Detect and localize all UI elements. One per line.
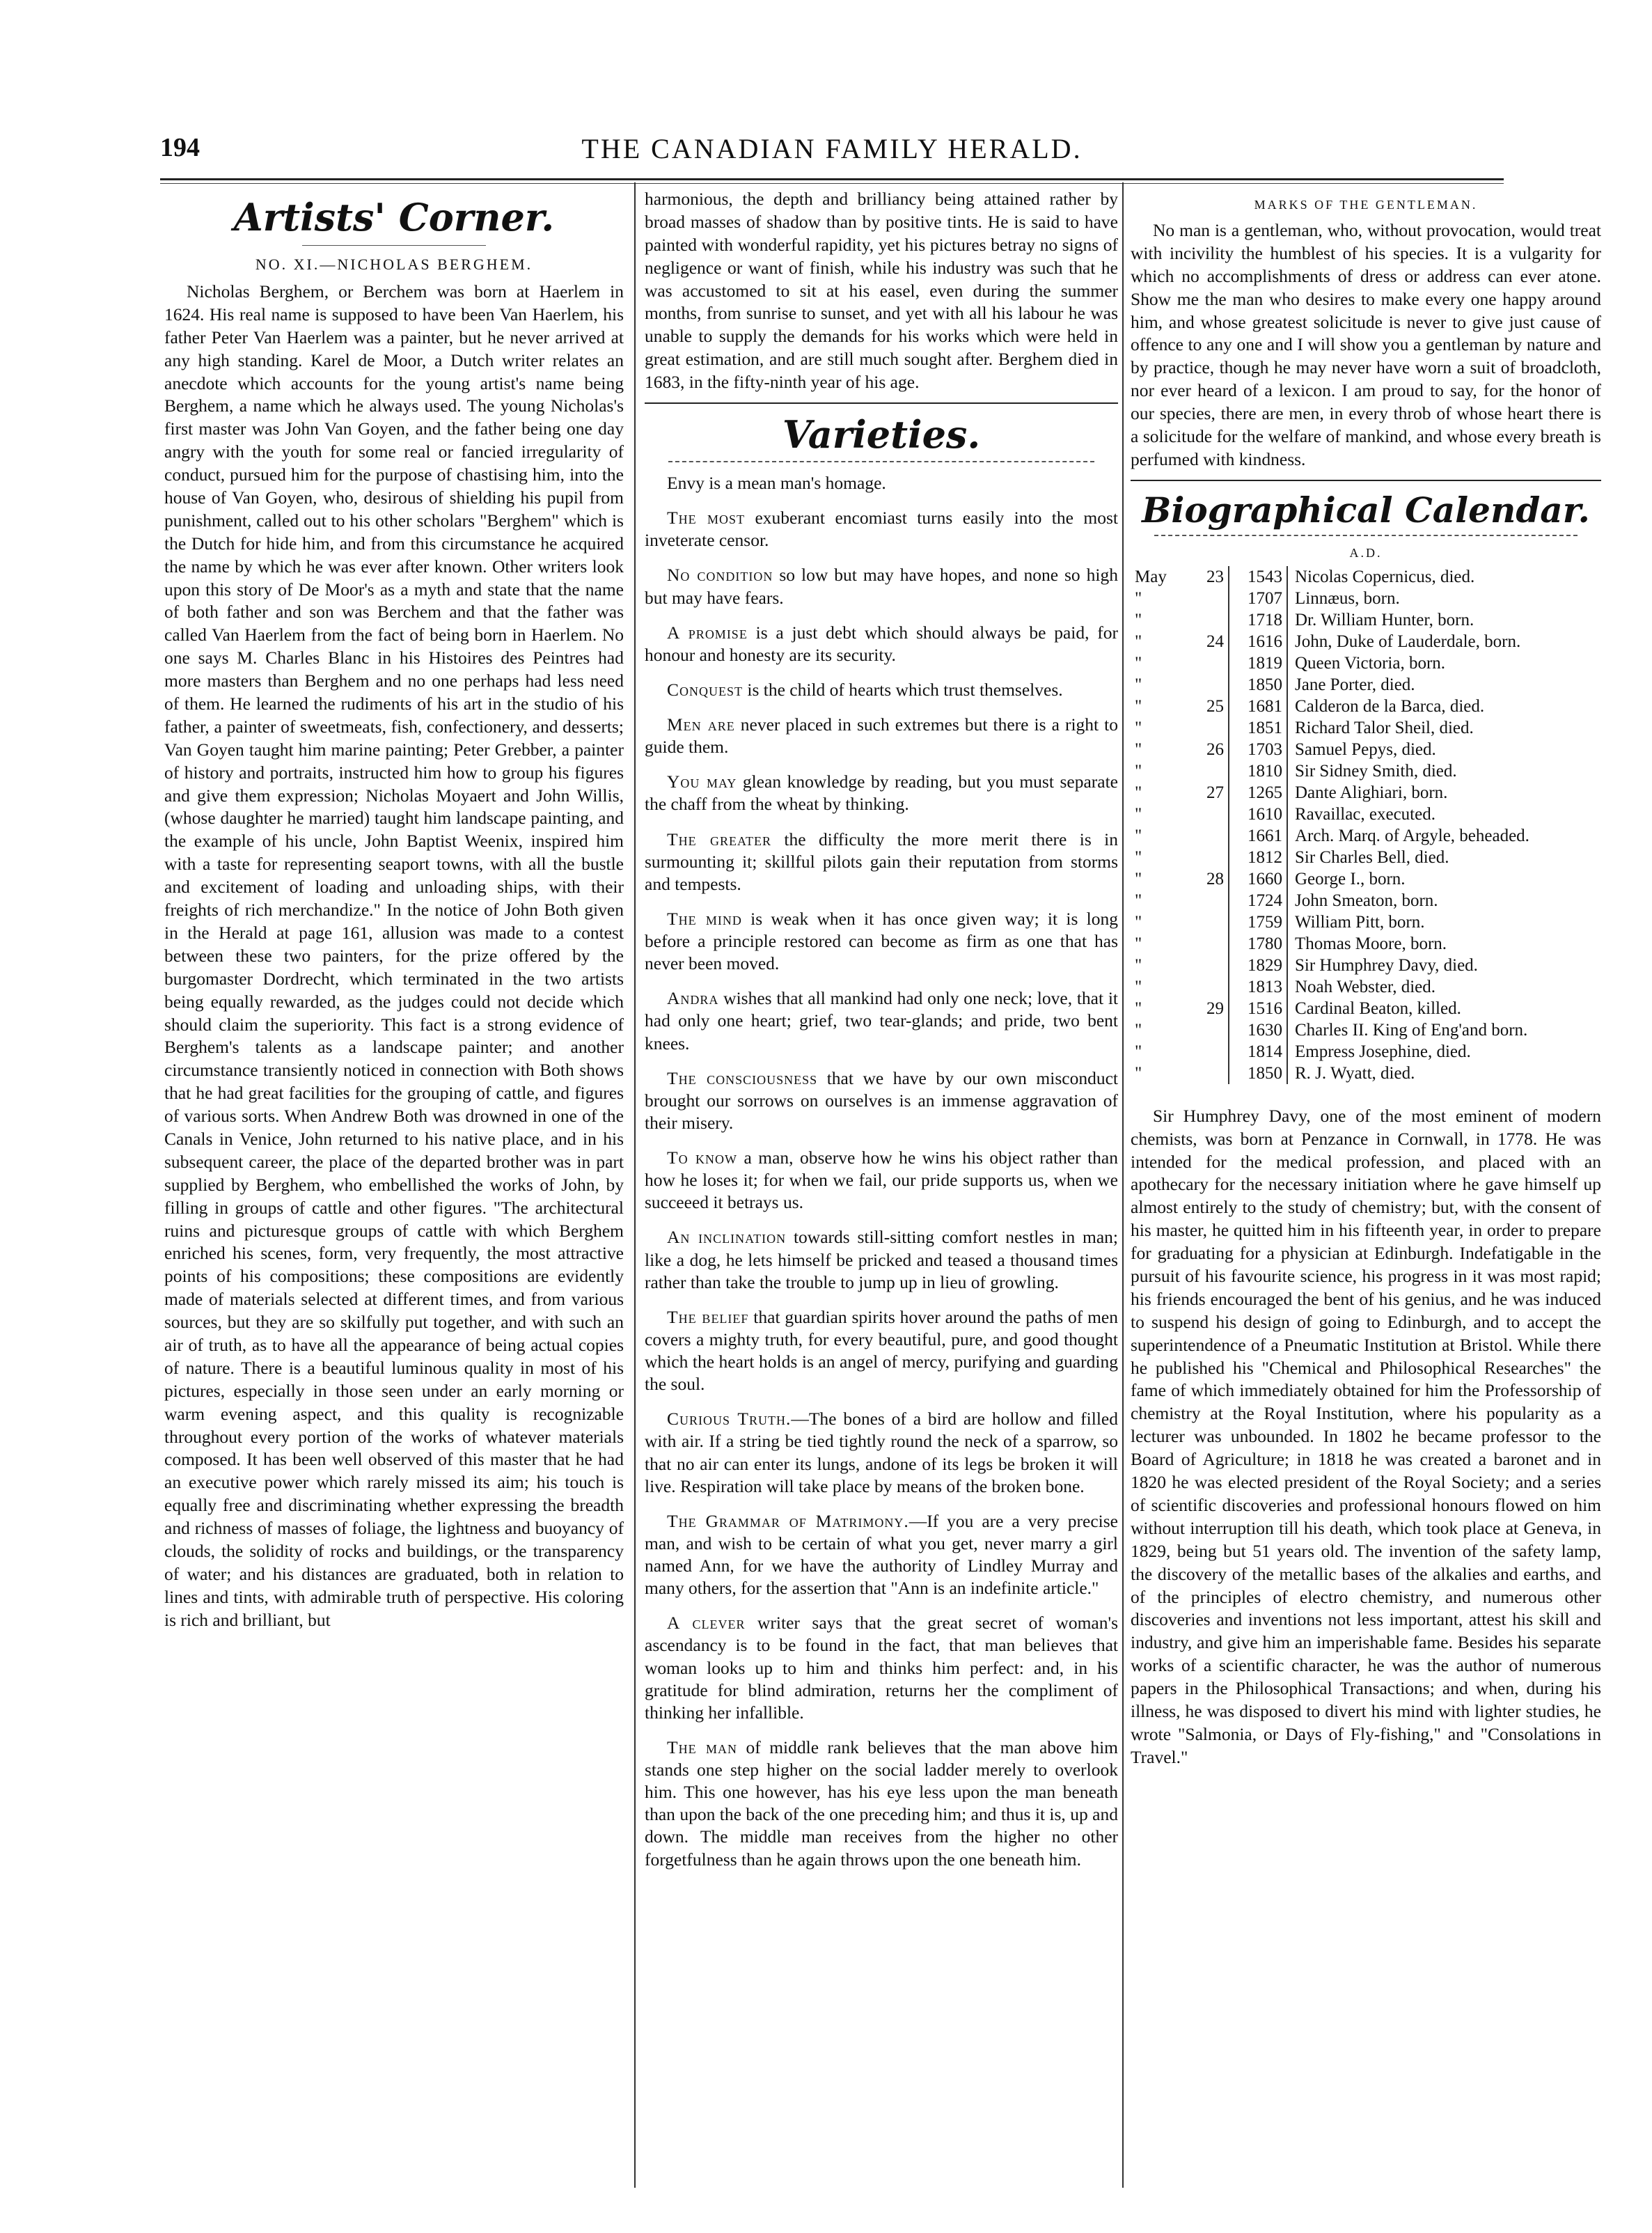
variety-lead: The most <box>667 508 746 528</box>
calendar-row <box>1131 652 1601 674</box>
calendar-year: 1724 <box>1229 890 1287 911</box>
calendar-year: 1819 <box>1229 652 1287 674</box>
calendar-year: 1829 <box>1229 955 1287 976</box>
calendar-month: " <box>1135 761 1142 781</box>
calendar-year: 1616 <box>1229 631 1287 652</box>
calendar-event: Richard Talor Sheil, died. <box>1295 718 1474 737</box>
variety-item <box>645 1737 1118 1871</box>
calendar-row <box>1131 588 1601 609</box>
calendar-year: 1813 <box>1229 976 1287 998</box>
calendar-event: Charles II. King of Eng'and born. <box>1295 1020 1528 1040</box>
variety-text: —If you are a very precise man, and wish to be certain of what you get, never marry a girl named Ann, for we have the authority of Lindley Murray and many others, for the assertion that "Ann is an indefinite article." <box>645 1510 1118 1599</box>
calendar-event: Cardinal Beaton, killed. <box>1295 998 1461 1018</box>
column-left <box>164 188 624 2186</box>
variety-lead: The Grammar of Matrimony. <box>667 1510 909 1531</box>
calendar-year: 1707 <box>1229 588 1287 609</box>
calendar-row <box>1131 717 1601 739</box>
variety-text: never placed in such extremes but there is a right to guide them. <box>645 714 1118 758</box>
calendar-event: Queen Victoria, born. <box>1295 653 1446 673</box>
calendar-day: 26 <box>1188 739 1229 760</box>
calendar-event: Samuel Pepys, died. <box>1295 739 1436 759</box>
berghem-article: Nicholas Berghem, or Berchem was born at Haerlem in 1624. His real name is supposed to have been Van Haerlem, his father Peter Van Haerlem was a painter, but he never arrived at any high standing. Karel de Moor, a Dutch writer relates an anecdote which accounts for the young artist's name being Berghem, a name which he always used. The young Nicholas's first master was John Van Goyen, and the father being one day angry with the youth for some real or fancied irregularity of conduct, pursued him for the purpose of chastising him, into the house of Van Goyen, who, desirous of shielding his pupil from punishment, called out to his other scholars "Berghem" which is the Dutch for hide him, and from this circumstance he acquired the name by which he was ever after known. Other writers look upon this story of De Moor's as a myth and state that the name of both father and son was Berchem and that the father was called Van Haerlem from the fact of being born in Haerlem. No one says M. Charles Blanc in his Histoires des Peintres had more masters than Berghem and no one perhaps had less need of them. He learned the rudiments of his art in the studio of his father, a painter of sweetmeats, fish, confectionery, and desserts; Van Goyen taught him marine painting; Peter Grebber, a painter of history and portraits, instructed him how to group his figures and give them expression; Nicholas Moyaert and John Willis, (whose daughter he married) taught him landscape painting, and the example of his uncle, John Baptist Weenix, inspired him with a taste for representing seaport towns, with all the bustle and excitement of loading and unloading ships, with their freights of rich merchandize." In the notice of John Both given in the Herald at page 161, allusion was made to a contest between these two painters, for the prize offered by the burgomaster Dordrecht, which terminated in the two artists being equally rewarded, as the judges could not decide which should claim the superiority. This fact is a strong evidence of Berghem's talents as a landscape painter; and another circumstance transiently noticed in connection with Both shows that he had great facilities for the grouping of cattle, and figures of various sorts. When Andrew Both was drowned in one of the Canals in Venice, John returned to his native place, and in his subsequent career, the place of the departed brother was in part supplied by Berghem, who embellished the works of John, by filling in groups of cattle and other figures. "The architectural ruins and picturesque groups of cattle with which Berghem enriched his scenes, form, very frequently, the most attractive points of his compositions; these compositions are evidently made of materials selected at different times, and from various sources, but they are so skilfully put together, and with such an air of truth, as to have all the appearance of being actual copies of nature. There is a beautiful luminous quality in most of his pictures, especially in those seen under an early morning or warm evening aspect, and this quality is recognizable throughout every portion of the works of whatever materials composed. It has been well observed of this master that he had an executive power which rarely missed its aim; his touch is equally free and discriminating whether expressing the breadth and richness of masses of foliage, the lightness and buoyancy of clouds, the solidity of rocks and buildings, or the transparency of water; and his distances are graduated, both in relation to lines and tints, with admirable truth of perspective. His coloring is rich and brilliant, but <box>164 281 624 1630</box>
section-rule <box>1131 480 1601 481</box>
calendar-event: Sir Humphrey Davy, died. <box>1295 955 1478 975</box>
calendar-row <box>1131 696 1601 717</box>
calendar-event: R. J. Wyatt, died. <box>1295 1063 1415 1083</box>
calendar-day: 28 <box>1188 868 1229 890</box>
calendar-event: Dante Alighiari, born. <box>1295 783 1448 802</box>
variety-item <box>645 472 1118 494</box>
calendar-year: 1630 <box>1229 1019 1287 1041</box>
calendar-day <box>1188 674 1229 696</box>
calendar-year: 1610 <box>1229 804 1287 825</box>
variety-lead: An inclination <box>667 1227 787 1248</box>
calendar-row <box>1131 674 1601 696</box>
calendar-row <box>1131 825 1601 847</box>
column-divider <box>1122 182 1124 2188</box>
calendar-event: John, Duke of Lauderdale, born. <box>1295 632 1521 651</box>
calendar-row <box>1131 739 1601 760</box>
calendar-event: John Smeaton, born. <box>1295 891 1438 910</box>
calendar-month: " <box>1135 675 1142 694</box>
artists-corner-title: Artists' Corner. <box>233 195 555 240</box>
calendar-year: 1851 <box>1229 717 1287 739</box>
calendar-day <box>1188 1019 1229 1041</box>
column-right <box>1131 188 1601 2186</box>
calendar-day <box>1188 652 1229 674</box>
calendar-row <box>1131 760 1601 782</box>
variety-item <box>645 908 1118 975</box>
calendar-month: " <box>1135 955 1142 975</box>
calendar-event: Calderon de la Barca, died. <box>1295 696 1485 716</box>
calendar-year: 1780 <box>1229 933 1287 955</box>
variety-lead: You may <box>667 771 737 792</box>
gentleman-text: No man is a gentleman, who, without provocation, would treat with incivility the humblest of his species. It is a vulgarity for which no accomplishments of dress or address can ever atone. Show me the man who desires to make every one happy around him, and whose greatest solicitude is never to give just cause of offence to any one and I will show you a gentleman by nature and by practice, though he may never have worn a suit of broadcloth, nor ever heard of a lexicon. I am proud to say, for the honor of our species, there are men, in every throb of whose heart there is a solicitude for the welfare of mankind, and whose every breath is perfumed with kindness. <box>1131 220 1601 469</box>
calendar-month: " <box>1135 912 1142 932</box>
calendar-day <box>1188 825 1229 847</box>
calendar-month: " <box>1135 1042 1142 1061</box>
calendar-row <box>1131 847 1601 868</box>
variety-text: exuberant encomiast turns easily into the most inveterate censor. <box>645 508 1118 551</box>
calendar-year: 1850 <box>1229 674 1287 696</box>
calendar-month: " <box>1135 977 1142 996</box>
variety-item <box>645 1612 1118 1724</box>
calendar-table <box>1131 566 1601 1084</box>
calendar-day <box>1188 976 1229 998</box>
variety-item <box>645 564 1118 609</box>
calendar-day <box>1188 717 1229 739</box>
calendar-row <box>1131 566 1601 588</box>
title-rule <box>1154 535 1578 536</box>
calendar-day <box>1188 804 1229 825</box>
variety-lead: Curious Truth. <box>667 1409 792 1429</box>
column-divider <box>634 182 636 2188</box>
variety-text: —The bones of a bird are hollow and filled with air. If a string be tied tightly round the neck of a sparrow, so that no air can enter its lungs, andone of its legs be broken it will live. Respiration will take place by means of the broken bone. <box>645 1409 1118 1496</box>
calendar-year: 1810 <box>1229 760 1287 782</box>
calendar-month: " <box>1135 891 1142 910</box>
variety-text: writer says that the great secret of woman's ascendancy is to be found in the fact, that man believes that woman looks up to him and thinks him perfect: and, in his gratitude for blind admiration, returns her the compliment of thinking her infallible. <box>645 1613 1118 1723</box>
calendar-event: Arch. Marq. of Argyle, beheaded. <box>1295 826 1529 845</box>
calendar-row <box>1131 911 1601 933</box>
calendar-month: " <box>1135 1063 1142 1083</box>
variety-lead: Andra <box>667 988 719 1009</box>
calendar-month: " <box>1135 847 1142 867</box>
variety-item <box>645 679 1118 701</box>
calendar-month: " <box>1135 783 1142 802</box>
calendar-row <box>1131 890 1601 911</box>
calendar-event: Nicolas Copernicus, died. <box>1295 567 1475 586</box>
calendar-year: 1703 <box>1229 739 1287 760</box>
variety-lead: The greater <box>667 829 771 849</box>
calendar-month: " <box>1135 934 1142 953</box>
variety-text: glean knowledge by reading, but you must separate the chaff from the wheat by thinking. <box>645 771 1118 815</box>
calendar-title: Biographical Calendar. <box>1142 489 1590 531</box>
calendar-year: 1681 <box>1229 696 1287 717</box>
variety-lead: To know <box>667 1147 738 1168</box>
calendar-row <box>1131 933 1601 955</box>
calendar-month: " <box>1135 588 1142 608</box>
calendar-day <box>1188 911 1229 933</box>
calendar-day <box>1188 760 1229 782</box>
calendar-year: 1850 <box>1229 1063 1287 1084</box>
calendar-day <box>1188 847 1229 868</box>
journal-title: THE CANADIAN FAMILY HERALD. <box>581 133 1083 164</box>
variety-text: Envy is a mean man's homage. <box>667 473 886 494</box>
variety-item <box>645 714 1118 758</box>
page-number: 194 <box>160 133 200 162</box>
calendar-event: Sir Charles Bell, died. <box>1295 847 1449 867</box>
calendar-month: " <box>1135 804 1142 824</box>
calendar-event: Ravaillac, executed. <box>1295 804 1435 824</box>
variety-item <box>645 1226 1118 1293</box>
variety-lead: No condition <box>667 565 773 586</box>
calendar-month: " <box>1135 739 1142 759</box>
calendar-year: 1759 <box>1229 911 1287 933</box>
calendar-year: 1543 <box>1229 566 1287 588</box>
calendar-month: " <box>1135 998 1142 1018</box>
calendar-month: " <box>1135 718 1142 737</box>
variety-item <box>645 1510 1118 1600</box>
calendar-event: Thomas Moore, born. <box>1295 934 1447 953</box>
calendar-month: " <box>1135 610 1142 629</box>
calendar-year: 1812 <box>1229 847 1287 868</box>
calendar-year: 1516 <box>1229 998 1287 1019</box>
variety-item <box>645 1067 1118 1134</box>
variety-text: is a just debt which should always be paid, for honour and honesty are its security. <box>645 622 1118 665</box>
calendar-row <box>1131 1041 1601 1063</box>
calendar-row <box>1131 955 1601 976</box>
berghem-continuation: harmonious, the depth and brilliancy being attained rather by broad masses of shadow than by positive tints. He is said to have painted with wonderful rapidity, yet his pictures betray no signs of negligence or want of finish, while his industry was such that he was accustomed to sit at his easel, even during the summer months, from sunrise to sunset, and yet with all his labour he was unable to supply the demands for his works which were held in great estimation, and are still much sought after. Berghem died in 1683, in the fifty-ninth year of his age. <box>645 189 1118 393</box>
calendar-day <box>1188 890 1229 911</box>
variety-text: of middle rank believes that the man above him stands one step higher on the social ladder merely to overlook him. This one however, has his eye less upon the man beneath than upon the back of the one preceding him; and thus it is, up and down. The middle man receives from the higher no other forgetfulness than he again throws upon the one beneath him. <box>645 1737 1118 1870</box>
variety-text: so low but may have hopes, and none so high but may have fears. <box>645 565 1118 608</box>
variety-lead: The belief <box>667 1306 749 1327</box>
calendar-year: 1660 <box>1229 868 1287 890</box>
calendar-year: 1661 <box>1229 825 1287 847</box>
calendar-month: " <box>1135 1020 1142 1040</box>
calendar-year: 1265 <box>1229 782 1287 804</box>
calendar-month: " <box>1135 826 1142 845</box>
calendar-month: " <box>1135 696 1142 716</box>
calendar-event: Linnæus, born. <box>1295 588 1400 608</box>
calendar-month: " <box>1135 632 1142 651</box>
page-header <box>160 132 1504 174</box>
calendar-row <box>1131 631 1601 652</box>
calendar-row <box>1131 804 1601 825</box>
variety-item <box>645 1306 1118 1396</box>
calendar-ad-label: A.D. <box>1349 545 1383 560</box>
variety-lead: Men are <box>667 714 735 735</box>
variety-text: that guardian spirits hover around the paths of men covers a mighty truth, for every beautiful, pure, and good thought which the heart holds is an angel of mercy, purifying and guarding the soul. <box>645 1306 1118 1395</box>
calendar-day: 24 <box>1188 631 1229 652</box>
variety-text: that we have by our own misconduct brought our sorrows on ourselves is an immense aggravation of their misery. <box>645 1067 1118 1133</box>
variety-lead: A promise <box>667 622 748 643</box>
calendar-day: 27 <box>1188 782 1229 804</box>
calendar-month: May <box>1135 567 1167 586</box>
calendar-row <box>1131 1063 1601 1084</box>
variety-item <box>645 829 1118 895</box>
variety-text: is weak when it has once given way; it is long before a principle restored can become as firm as one that has never been moved. <box>645 908 1118 974</box>
variety-text: wishes that all mankind had only one neck; love, that it had only one heart; grief, two tear-glands; and pride, two bent knees. <box>645 988 1118 1053</box>
calendar-event: George I., born. <box>1295 869 1406 888</box>
title-rule <box>668 461 1094 462</box>
variety-item <box>645 771 1118 815</box>
calendar-year: 1814 <box>1229 1041 1287 1063</box>
calendar-row <box>1131 609 1601 631</box>
variety-lead: The consciousness <box>667 1067 818 1088</box>
variety-lead: Conquest <box>667 679 744 700</box>
variety-lead: The man <box>667 1737 738 1757</box>
calendar-month: " <box>1135 869 1142 888</box>
section-rule <box>645 402 1118 404</box>
calendar-event: Dr. William Hunter, born. <box>1295 610 1474 629</box>
variety-lead: The mind <box>667 908 742 929</box>
calendar-day <box>1188 1041 1229 1063</box>
variety-item <box>645 622 1118 666</box>
calendar-day <box>1188 588 1229 609</box>
varieties-list <box>645 472 1118 1871</box>
calendar-day <box>1188 609 1229 631</box>
variety-item <box>645 987 1118 1054</box>
calendar-event: Noah Webster, died. <box>1295 977 1436 996</box>
gentleman-heading: MARKS OF THE GENTLEMAN. <box>1254 198 1478 212</box>
calendar-row <box>1131 782 1601 804</box>
davy-biography: Sir Humphrey Davy, one of the most eminent of modern chemists, was born at Penzance in Cornwall, in 1778. He was intended for the medical profession, and placed with an apothecary for the necessary initiation where he gave himself up almost entirely to the study of chemistry; but, with the consent of his master, he quitted him in his fifteenth year, in order to prepare for graduating for a physician at Edinburgh. Indefatigable in the pursuit of his favourite science, his progress in it was most rapid; his friends encouraged the bent of his genius, and he was induced to suspend his design of going to Edinburgh, and to accept the superintendence of a Pneumatic Institution at Bristol. While there he published his "Chemical and Philosophical Researches" the fame of which immediately obtained for him the Professorship of chemistry at the Royal Institution, where his popularity as a lecturer was unbounded. In 1802 he became professor to the Board of Agriculture; in 1818 he was created a baronet and in 1820 he was elected president of the Royal Society; and a series of scientific discoveries and professional honours flowed on him without interruption till his death, which took place at Geneva, in 1829, being but 51 years old. The invention of the safety lamp, the discovery of the metallic bases of the alkalies and earths, and of the principles of electro chemistry, and numerous other discoveries and inventions not less important, attest his skill and industry, and give him an imperishable fame. Besides his separate works of a scientific character, he was the author of numerous papers in the Philosophical Transactions; and when, during his illness, he was disposed to divert his mind with lighter studies, he wrote "Salmonia, or Days of Fly-fishing," and "Consolations in Travel." <box>1131 1105 1601 1767</box>
calendar-day <box>1188 933 1229 955</box>
calendar-year: 1718 <box>1229 609 1287 631</box>
calendar-row <box>1131 976 1601 998</box>
artists-corner-subhead: NO. XI.—NICHOLAS BERGHEM. <box>255 256 533 273</box>
calendar-event: William Pitt, born. <box>1295 912 1425 932</box>
variety-text: towards still-sitting comfort nestles in man; like a dog, he lets himself be pricked and teased a thousand times rather than take the trouble to jump up in lieu of growling. <box>645 1227 1118 1292</box>
variety-text: a man, observe how he wins his object rather than how he loses it; for when we fail, our pride supports us, when we succeeed it betrays us. <box>645 1147 1118 1213</box>
variety-text: is the child of hearts which trust themselves. <box>743 679 1063 700</box>
calendar-row <box>1131 998 1601 1019</box>
calendar-event: Jane Porter, died. <box>1295 675 1415 694</box>
calendar-row <box>1131 868 1601 890</box>
variety-item <box>645 1147 1118 1214</box>
column-middle <box>645 188 1118 2186</box>
calendar-day: 29 <box>1188 998 1229 1019</box>
variety-item <box>645 1408 1118 1498</box>
calendar-event: Sir Sidney Smith, died. <box>1295 761 1457 781</box>
variety-item <box>645 507 1118 551</box>
calendar-day: 25 <box>1188 696 1229 717</box>
varieties-title: Varieties. <box>782 412 981 457</box>
header-rule-thin <box>160 183 1504 184</box>
calendar-day <box>1188 1063 1229 1084</box>
variety-text: the difficulty the more merit there is in surmounting it; skillful pilots gain their reputation from storms and tempests. <box>645 829 1118 894</box>
variety-lead: A clever <box>667 1613 746 1633</box>
calendar-day: 23 <box>1188 566 1229 588</box>
title-rule <box>302 245 486 246</box>
calendar-day <box>1188 955 1229 976</box>
calendar-row <box>1131 1019 1601 1041</box>
header-rule <box>160 178 1504 180</box>
calendar-event: Empress Josephine, died. <box>1295 1042 1471 1061</box>
calendar-month: " <box>1135 653 1142 673</box>
